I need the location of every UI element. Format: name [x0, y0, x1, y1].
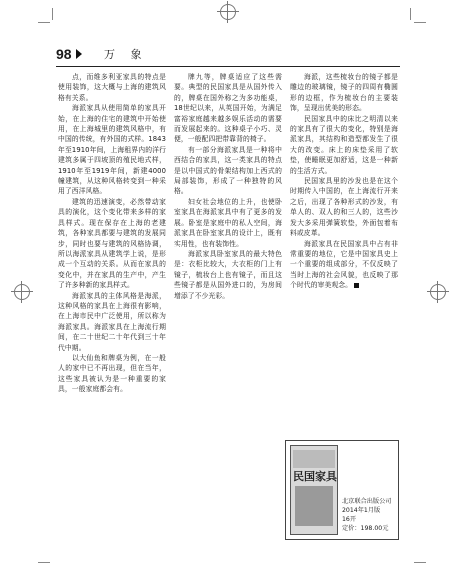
page-number: 98	[56, 46, 72, 62]
paragraph	[290, 239, 398, 291]
paragraph: 妇女社会地位的上升，也使卧室家具在海派家具中有了更多的发展。卧室是家庭中的私人空间，海派家具在卧室家具的设计上，既有实用性，也有装饰性。	[174, 197, 282, 248]
trim-mark	[52, 8, 53, 20]
registration-mark-left	[14, 284, 30, 300]
page-header	[56, 44, 392, 66]
paragraph: 海派，这些梳妆台的镜子都是雕边的玻璃镜，镜子的四周有椭圆形的边框，作为梳妆台的主要装饰，呈现出优美的形态。	[290, 73, 398, 113]
text-column-3	[290, 72, 398, 291]
book-format: 16开	[342, 516, 357, 523]
paragraph: 牌九等，牌桌适应了这些需要。典型的民国家具是从国外传入的，牌桌在国外称之为多功能桌，18世纪以来，从英国开始，为满足富裕家庭越来越多娱乐活动的需要而发展起来的。这种桌子小巧、灵便，一般配四把带靠背的椅子。	[174, 73, 282, 144]
cover-band	[293, 450, 335, 468]
text-column-2	[174, 72, 282, 301]
book-info-box	[285, 440, 399, 540]
book-cover-title: 民国家具	[293, 470, 337, 483]
paragraph: 民国家具里的沙发也是在这个时期传入中国的，在上海流行开来之后，出现了各种形式的沙发，有单人的、双人的和三人的，这些沙发大多采用弹簧软垫，外面包着布料或皮革。	[290, 177, 398, 238]
book-details	[342, 497, 398, 533]
book-date: 2014年1月版	[342, 507, 381, 514]
magazine-title: 万 象	[104, 48, 148, 61]
paragraph: 建筑的迅速演变，必然带动家具的演化，这个变化带来多样的家具样式。现在保存在上海的老建筑，各种家具都要与建筑的发展同步，同时也要与建筑的风格协调，所以海派家具从建筑学上说，是形成一个互动的关系。从而在家具的变化中，并在家具的生产中，产生了许多种新的家具样式。	[58, 197, 166, 290]
paragraph: 民国家具中的床比之明清以来的家具有了很大的变化，特别是海派家具，其结构和造型都发生了很大的改变。床上的床垫采用了软垫，使睡眠更加舒适，这是一种新的生活方式。	[290, 114, 398, 175]
trim-mark	[410, 8, 411, 20]
paragraph: 点，而维多利亚家具的特点是使用装饰，这大概与上海的建筑风格有关系。	[58, 73, 166, 102]
end-mark-icon	[354, 283, 359, 288]
trim-mark	[38, 22, 50, 23]
paragraph-text: 海派家具在民国家具中占有非常重要的地位，它是中国家具史上一个重要的组成部分，不仅反映了当时上海的社会风貌，也反映了那个时代的审美观念。	[290, 239, 398, 290]
trim-mark	[414, 562, 426, 563]
header-rule	[56, 66, 400, 67]
book-cover-image	[290, 445, 338, 535]
paragraph: 有一部分海派家具是一种将中西结合的家具，这一类家具的特点是以中国式的骨架结构加上西式的局部装饰，形成了一种独特的风格。	[174, 145, 282, 196]
paragraph: 海派家具的主体风格是海派，这种风格的家具在上海很有影响，在上海市民中广泛使用，所以称为海派家具。海派家具在上海流行期间，在二十世纪二十年代到三十年代中期。	[58, 291, 166, 352]
paragraph: 以大仙鱼和牌桌为例，在一般人的家中已不再出现，但在当年，这些家具被认为是一种重要的家具，一般家庭都会有。	[58, 353, 166, 394]
registration-mark-top	[220, 4, 236, 20]
book-publisher: 北京联合出版公司	[342, 498, 392, 505]
text-column-1	[58, 72, 166, 395]
paragraph: 海派家具卧室家具的最大特色是：衣柜比较大，大衣柜的门上有镜子，梳妆台上也有镜子，而且这些镜子都是从国外进口的，为房间增添了不少光彩。	[174, 249, 282, 300]
trim-mark	[414, 22, 426, 23]
cover-artwork	[295, 486, 333, 526]
book-price: 定价：198.00元	[342, 525, 389, 532]
arrow-icon	[76, 49, 82, 59]
registration-mark-right	[430, 284, 446, 300]
paragraph: 海派家具从使用简单的家具开始，在上海的住宅的建筑中开始使用，在上海城里的建筑风格中，有中国的传统，有外国的式样。1843年至1910年间，上海租界内的洋行建筑多属于四坡顶的殖民地式样，1910年至1919年间，新建4000幢建筑，从这种风格转变到一种采用了西洋风格。	[58, 104, 166, 196]
trim-mark	[38, 562, 50, 563]
